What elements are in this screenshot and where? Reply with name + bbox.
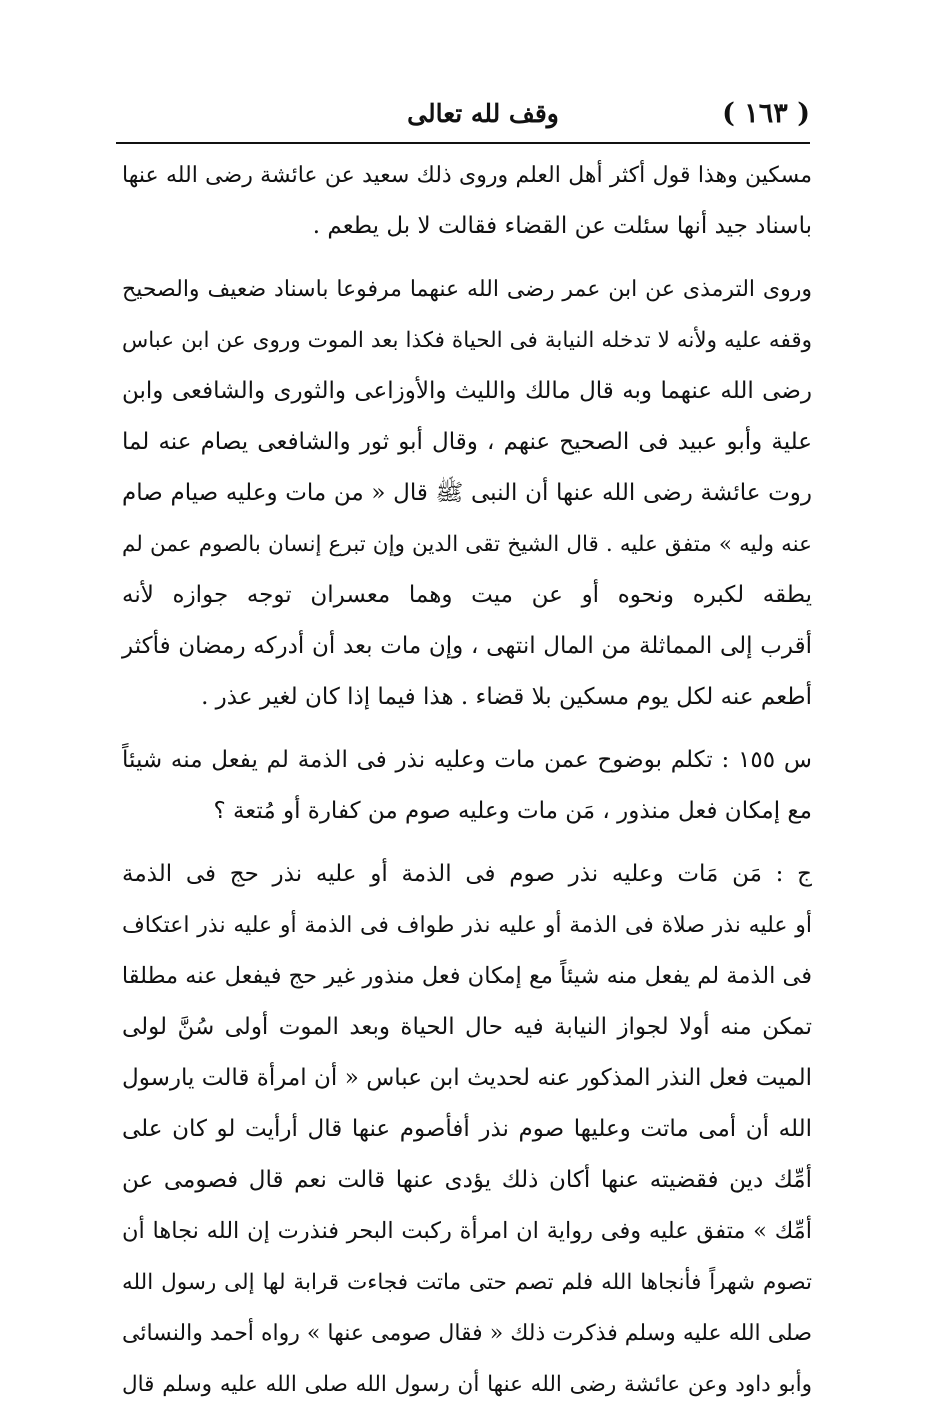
page-header <box>116 92 810 144</box>
text-line: وقفه عليه ولأنه لا تدخله النيابة فى الحياة فكذا بعد الموت وروى عن ابن عباس <box>122 328 812 353</box>
page-number: ( ١٦٣ ) <box>722 98 810 129</box>
text-line: أمِّك دين فقضيته عنها أكان ذلك يؤدى عنها قالت نعم قال فصومى عن <box>122 1167 812 1193</box>
question-paragraph <box>122 735 812 837</box>
text-line: أطعم عنه لكل يوم مسكين بلا قضاء . هذا فيما إذا كان لغير عذر . <box>201 684 812 710</box>
text-line: أو عليه نذر صلاة فى الذمة أو عليه نذر طواف فى الذمة أو عليه نذر اعتكاف <box>122 913 812 938</box>
text-line: رضى الله عنهما وبه قال مالك والليث والأوزاعى والثورى والشافعى وابن <box>122 378 812 404</box>
paragraph-1 <box>122 150 812 252</box>
text-line: وروى الترمذى عن ابن عمر رضى الله عنهما مرفوعا باسناد ضعيف والصحيح <box>122 277 812 302</box>
text-line: ج : مَن مَات وعليه نذر صوم فى الذمة أو عليه نذر حج فى الذمة <box>122 861 812 887</box>
text-line: علية وأبو عبيد فى الصحيح عنهم ، وقال أبو ثور والشافعى يصام عنه لما <box>122 429 812 455</box>
text-line: تمكن منه أولا لجواز النيابة فيه حال الحياة وبعد الموت أولى سُنَّ لولى <box>122 1014 812 1040</box>
paragraph-2 <box>122 264 812 723</box>
text-line: تصوم شهراً فأنجاها الله فلم تصم حتى ماتت فجاءت قرابة لها إلى رسول الله <box>122 1270 812 1295</box>
body-text <box>122 150 812 1410</box>
text-line: فى الذمة لم يفعل منه شيئاً مع إمكان فعل منذور غير حج فيفعل عنه مطلقا <box>121 963 812 989</box>
text-line: أقرب إلى المماثلة من المال انتهى ، وإن مات بعد أن أدركه رمضان فأكثر <box>122 633 812 659</box>
text-line: صلى الله عليه وسلم فذكرت ذلك « فقال صومى عنها » رواه أحمد والنسائى <box>122 1321 812 1346</box>
text-line: عنه وليه » متفق عليه . قال الشيخ تقى الدين وإن تبرع إنسان بالصوم عمن لم <box>122 532 812 557</box>
text-line: يطقه لكبره ونحوه أو عن ميت وهما معسران توجه جوازه لأنه <box>122 582 812 608</box>
text-line: س ١٥٥ : تكلم بوضوح عمن مات وعليه نذر فى الذمة لم يفعل منه شيئاً <box>122 747 812 773</box>
text-line: باسناد جيد أنها سئلت عن القضاء فقالت لا بل يطعم . <box>312 213 812 239</box>
text-line: أمِّك » متفق عليه وفى رواية ان امرأة ركبت البحر فنذرت إن الله نجاها أن <box>122 1218 812 1244</box>
text-line: مع إمكان فعل منذور ، مَن مات وعليه صوم من كفارة أو مُتعة ؟ <box>213 798 812 824</box>
text-line: مسكين وهذا قول أكثر أهل العلم وروى ذلك سعيد عن عائشة رضى الله عنها <box>122 163 812 188</box>
text-line: الميت فعل النذر المذكور عنه لحديث ابن عباس « أن امرأة قالت يارسول <box>122 1065 812 1091</box>
answer-paragraph <box>122 849 812 1410</box>
header-rule <box>116 142 810 144</box>
text-line: روت عائشة رضى الله عنها أن النبى ﷺ قال « من مات وعليه صيام صام <box>122 480 812 506</box>
text-line: الله أن أمى ماتت وعليها صوم نذر أفأصوم عنها قال أرأيت لو كان على <box>122 1116 812 1142</box>
running-title: وقف لله تعالى <box>407 99 559 128</box>
text-line: وأبو داود وعن عائشة رضى الله عنها أن رسول الله صلى الله عليه وسلم قال <box>122 1372 812 1397</box>
